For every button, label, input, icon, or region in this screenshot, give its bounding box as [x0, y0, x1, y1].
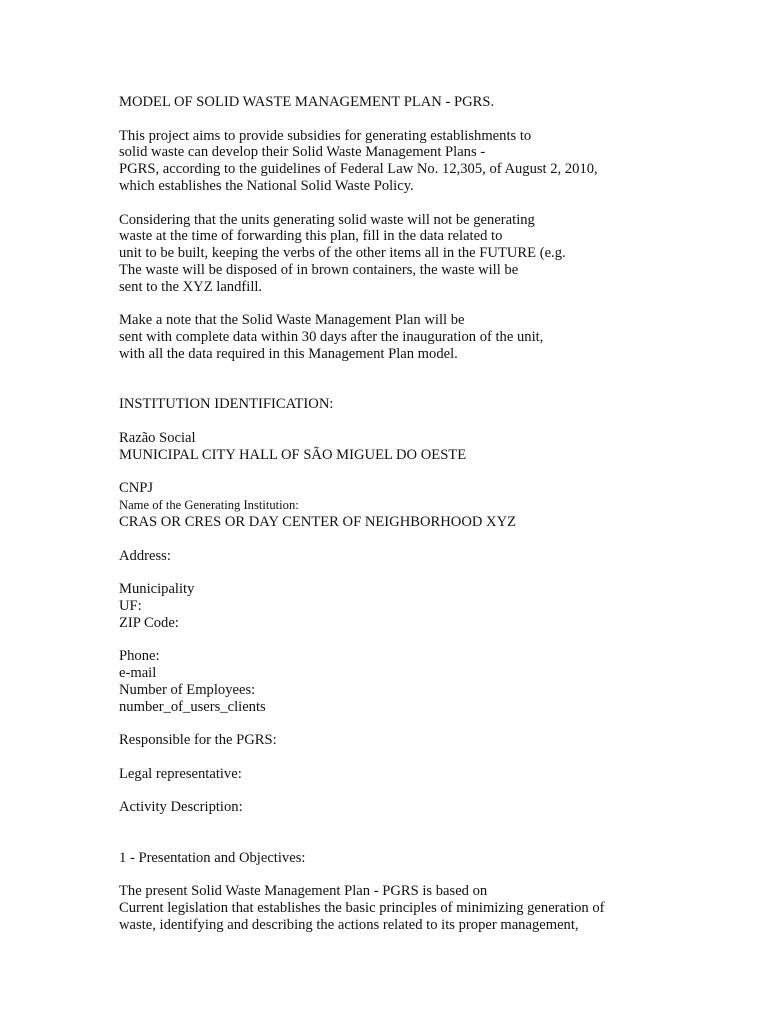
paragraph-line: Considering that the units generating solid waste will not be generating [119, 211, 535, 228]
activity-description-label: Activity Description: [119, 799, 243, 816]
spacer [119, 111, 739, 128]
identification-heading: INSTITUTION IDENTIFICATION: [119, 396, 334, 413]
zip-code-label: ZIP Code: [119, 614, 179, 631]
razao-social-value: MUNICIPAL CITY HALL OF SÃO MIGUEL DO OESTE [119, 446, 467, 463]
paragraph-line: waste, identifying and describing the actions related to its proper management, [119, 917, 579, 934]
spacer [119, 363, 739, 397]
responsible-label: Responsible for the PGRS: [119, 732, 277, 749]
paragraph-line: which establishes the National Solid Waste Policy. [119, 177, 414, 194]
email-label: e-mail [119, 665, 157, 682]
paragraph-line: with all the data required in this Management Plan model. [119, 345, 458, 362]
spacer [119, 632, 739, 649]
cnpj-label: CNPJ [119, 480, 154, 497]
spacer [119, 816, 739, 850]
paragraph-line: unit to be built, keeping the verbs of the other items all in the FUTURE (e.g. [119, 245, 566, 262]
considering-paragraph [119, 212, 739, 296]
paragraph-line: PGRS, according to the guidelines of Federal Law No. 12,305, of August 2, 2010, [119, 161, 598, 178]
note-paragraph [119, 312, 739, 362]
document-page [119, 94, 739, 934]
address-label: Address: [119, 547, 171, 564]
paragraph-line: Make a note that the Solid Waste Management Plan will be [119, 312, 465, 329]
razao-social-label: Razão Social [119, 429, 196, 446]
spacer [119, 464, 739, 481]
paragraph-line: solid waste can develop their Solid Waste Management Plans - [119, 144, 486, 161]
section-body [119, 883, 739, 933]
phone-label: Phone: [119, 648, 160, 665]
spacer [119, 195, 739, 212]
legal-representative-label: Legal representative: [119, 765, 242, 782]
paragraph-line: The waste will be disposed of in brown containers, the waste will be [119, 261, 519, 278]
users-clients-label: number_of_users_clients [119, 698, 266, 715]
generating-institution-label: Name of the Generating Institution: [119, 498, 299, 513]
spacer [119, 749, 739, 766]
intro-paragraph [119, 128, 739, 195]
paragraph-line: waste at the time of forwarding this plan, fill in the data related to [119, 228, 503, 245]
spacer [119, 413, 739, 430]
paragraph-line: sent with complete data within 30 days after the inauguration of the unit, [119, 329, 544, 346]
spacer [119, 867, 739, 884]
spacer [119, 531, 739, 548]
uf-label: UF: [119, 597, 142, 614]
municipality-label: Municipality [119, 581, 195, 598]
paragraph-line: This project aims to provide subsidies for generating establishments to [119, 127, 532, 144]
paragraph-line: The present Solid Waste Management Plan - PGRS is based on [119, 883, 488, 900]
spacer [119, 296, 739, 313]
spacer [119, 783, 739, 800]
paragraph-line: sent to the XYZ landfill. [119, 278, 263, 295]
section-heading: 1 - Presentation and Objectives: [119, 849, 306, 866]
paragraph-line: Current legislation that establishes the basic principles of minimizing generation of [119, 900, 605, 917]
generating-institution-value: CRAS OR CRES OR DAY CENTER OF NEIGHBORHOOD XYZ [119, 513, 517, 530]
document-title: MODEL OF SOLID WASTE MANAGEMENT PLAN - PGRS. [119, 94, 495, 110]
spacer [119, 564, 739, 581]
employees-label: Number of Employees: [119, 681, 256, 698]
spacer [119, 715, 739, 732]
